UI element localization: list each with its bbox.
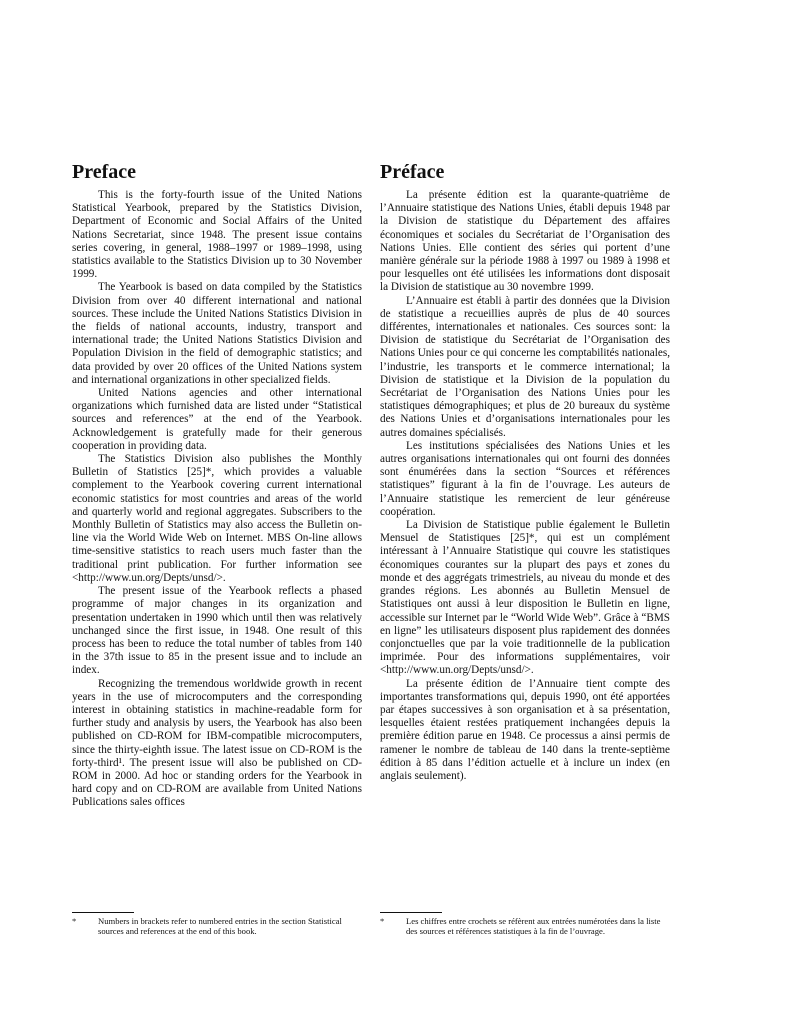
- english-paragraph-3: United Nations agencies and other international organizations which furnished data are listed under “Statistical sources and references” at the end of the Yearbook. Acknowledgement is gratefully made for their generous cooperation in providing data.: [72, 387, 362, 452]
- english-paragraph-5: The present issue of the Yearbook reflects a phased programme of major changes in its organization and presentation undertaken in 1990 which until then was relatively unchanged since the first issue, in 1948. One result of this process has been to reduce the total number of tables from 140 in the 37th issue to 85 in the present issue and to include an index.: [72, 585, 362, 677]
- footnote-mark: *: [72, 916, 77, 926]
- french-paragraph-4: La Division de Statistique publie également le Bulletin Mensuel de Statistiques [25]*, qui est un complément intéressant à l’Annuaire Statistique qui couvre les statistiques économiques courantes sur la plupart des pays et zones du monde et des aggrégats trimestriels, au niveau du monde et des grandes régions. Les abonnés au Bulletin Mensuel de Statistiques ont aussi à leur disposition le Bulletin en ligne, accessible sur Internet par le “World Wide Web”. Grâce à “BMS en ligne” les utilisateurs disposent plus rapidement des données conjonctuelles que par la voie traditionnelle de la publication imprimée. Pour des informations supplémentaires, voir <http://www.un.org/Depts/unsd/>.: [380, 519, 670, 677]
- english-paragraph-1: This is the forty-fourth issue of the United Nations Statistical Yearbook, prepared by the Statistics Division, Department of Economic and Social Affairs of the United Nations Secretariat, since 1948. The present issue contains series covering, in general, 1988–1997 or 1989–1998, using statistics available to the Statistics Division up to 30 November 1999.: [72, 189, 362, 281]
- french-paragraph-1: La présente édition est la quarante-quatrième de l’Annuaire statistique des Nations Unies, établi depuis 1948 par la Division de statistique du Département des affaires économiques et sociales du Secrétariat de l’Organisation des Nations Unies. Elle contient des séries qui portent d’une manière générale sur la période 1988 à 1997 ou 1989 à 1998 et pour lesquelles ont été utilisées les informations dont disposait la Division de statistique au 30 novembre 1999.: [380, 189, 670, 294]
- footnote-rule: [72, 912, 134, 913]
- preface-english-column: [72, 160, 362, 810]
- french-paragraph-2: L’Annuaire est établi à partir des données que la Division de statistique a recueillies auprès de plus de 40 sources différentes, internationales et nationales. Ces sources sont: la Division de statistique du Secrétariat de l’Organisation des Nations Unies pour ce qui concerne les comptabilités nationales, l’industrie, les transports et le commerce international; la Division de statistique et la Division de la population du Secrétariat de l’Organisation des Nations Unies pour les statistiques démographiques; et plus de 20 bureaux du système des Nations Unies et d’organisations internationales pour les autres domaines spécialisés.: [380, 294, 670, 439]
- english-paragraph-4: The Statistics Division also publishes the Monthly Bulletin of Statistics [25]*, which provides a valuable complement to the Yearbook covering current international economic statistics for most countries and areas of the world and quarterly world and regional aggregates. Subscribers to the Monthly Bulletin of Statistics may also access the Bulletin on-line via the World Wide Web on Internet. MBS On-line allows time-sensitive statistics to reach users much faster than the traditional print publication. For further information see <http://www.un.org/Depts/unsd/>.: [72, 453, 362, 584]
- footnote-text: Numbers in brackets refer to numbered entries in the section Statistical sources and references at the end of this book.: [98, 916, 342, 937]
- footnote-text: Les chiffres entre crochets se réfèrent aux entrées numérotées dans la liste des sources et références statistiques à la fin de l’ouvrage.: [406, 916, 661, 937]
- english-paragraph-6: Recognizing the tremendous worldwide growth in recent years in the use of microcomputers and the corresponding interest in obtaining statistics in machine-readable form for further study and analysis by users, the Yearbook has also been published on CD-ROM for IBM-compatible microcomputers, since the thirty-eighth issue. The latest issue on CD-ROM is the forty-third¹. The present issue will also be published on CD-ROM in 2000. Ad hoc or standing orders for the Yearbook in hard copy and on CD-ROM are available from United Nations Publications sales offices: [72, 677, 362, 809]
- preface-french-column: [380, 160, 670, 783]
- french-title: Préface: [380, 161, 445, 183]
- french-footnote: [380, 912, 670, 937]
- english-paragraph-2: The Yearbook is based on data compiled by the Statistics Division from over 40 different international and national sources. These include the United Nations Statistics Division in the fields of national accounts, industry, transport and international trade; the United Nations Statistics Division and Population Division in the field of demographic statistics; and data provided by over 20 offices of the United Nations system and international organizations in other specialized fields.: [72, 281, 362, 386]
- french-paragraph-3: Les institutions spécialisées des Nations Unies et les autres organisations internationales qui ont fourni des données sont énumérées dans la section “Sources et références statistiques” figurant à la fin de l’ouvrage. Les auteurs de l’Annuaire statistique les remercient de leur généreuse coopération.: [380, 439, 670, 518]
- english-title: Preface: [72, 161, 137, 183]
- french-paragraph-5: La présente édition de l’Annuaire tient compte des importantes transformations qui, depuis 1990, ont été apportées par étapes successives à son organisation et à sa présentation, lesquelles étaient restées pratiquement inchangées depuis la première édition parue en 1948. Ce processus a ainsi permis de ramener le nombre de tableau de 140 dans la trente-septième édition à 85 dans l’édition actuelle et à inclure un index (en anglais seulement).: [380, 677, 670, 782]
- footnote-mark: *: [380, 916, 385, 926]
- english-footnote: [72, 912, 362, 937]
- footnote-rule: [380, 912, 442, 913]
